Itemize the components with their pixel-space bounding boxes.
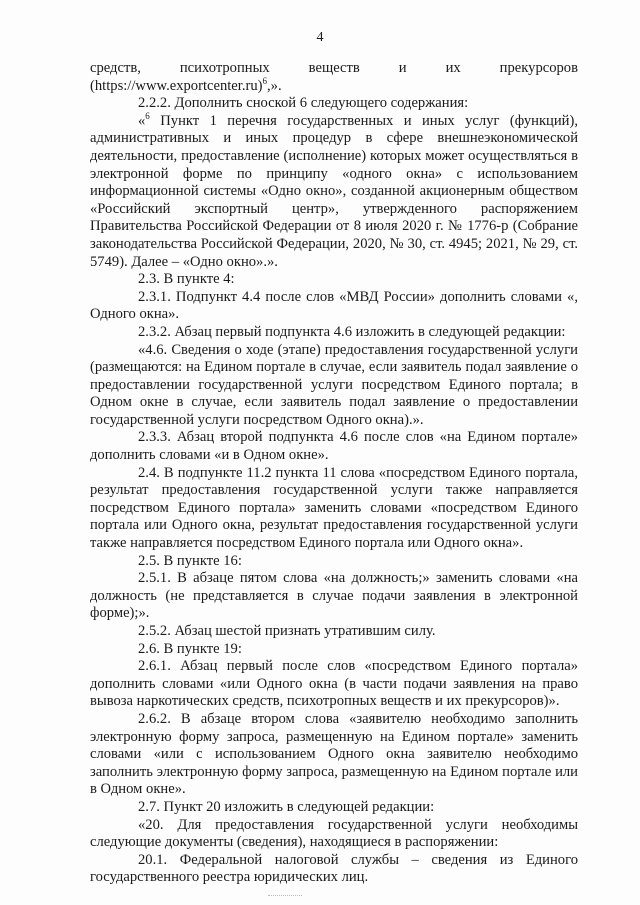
page-number: 4 [316,30,324,45]
paragraph-2-2-2: 2.2.2. Дополнить сноской 6 следующего содержания: [138,95,469,112]
paragraph-4-6: «4.6. Сведения о ходе (этапе) предоставления государственной услуги (размещаются: на Едином портале в случае, если заявитель подал заявление о предоставлении государственной услуги посредством Единого портала; в Одном окне в случае, если заявитель подал заявление о предоставлении государственной услуги посредством Одного окна).». [90,341,578,428]
paragraph-2-5: 2.5. В пункте 16: [138,552,242,569]
paragraph-2-6-2: 2.6.2. В абзаце втором слова «заявителю необходимо заполнить электронную форму запроса, размещенную на Едином портале» заменить словами «или с использованием Одного окна заявителю необходимо заполнить электронную форму запроса, размещенную на Едином портале или в Одном окне». [90,710,578,798]
paragraph-2-3: 2.3. В пункте 4: [138,271,235,288]
paragraph-20: «20. Для предоставления государственной услуги необходимы следующие документы (сведения), находящиеся в распоряжении: [90,816,578,851]
scan-artifact-divider [268,895,302,897]
paragraph-continuation: средств, психотропных веществ и их прекурсоров (https://www.exportcenter.ru)$^6$,». [90,60,578,94]
paragraph-20-1: 20.1. Федеральной налоговой службы – сведения из Единого государственного реестра юридических лиц. [90,851,578,886]
paragraph-2-3-2: 2.3.2. Абзац первый подпункта 4.6 изложить в следующей редакции: [138,323,566,340]
paragraph-2-5-2: 2.5.2. Абзац шестой признать утратившим силу. [138,623,436,639]
paragraph-footnote-6: «$^6$ Пункт 1 перечня государственных и иных услуг (функций), административных и иных процедур в сфере внешнеэкономической деятельности, предоставление (исполнение) которых может осуществляться в электронной форме по принципу «одного окна» с использованием информационной системы «Одно окно», созданной акционерным обществом «Российский экспортный центр», утвержденного распоряжением Правительства Российской Федерации от 8 июля 2020 г. № 1776-р (Собрание законодательства Российской Федерации, 2020, № 30, ст. 4945; 2021, № 29, ст. 5749). Далее – «Одно окно».». [90,110,578,270]
paragraph-2-7: 2.7. Пункт 20 изложить в следующей редакции: [138,798,435,815]
paragraph-2-3-1: 2.3.1. Подпункт 4.4 после слов «МВД России» дополнить словами «, Одного окна». [90,288,578,323]
paragraph-2-6: 2.6. В пункте 19: [138,640,242,657]
paragraph-2-4: 2.4. В подпункте 11.2 пункта 11 слова «посредством Единого портала, результат предоставления государственной услуги также направляется посредством Единого портала» заменить словами «посредством Единого портала или Одного окна, результат предоставления государственной услуги также направляется посредством Единого портала или Одного окна». [90,464,578,552]
paragraph-2-3-3: 2.3.3. Абзац второй подпункта 4.6 после слов «на Едином портале» дополнить словами «и в Одном окне». [90,429,578,464]
paragraph-2-6-1: 2.6.1. Абзац первый после слов «посредством Единого портала» дополнить словами «или Одного окна (в части подачи заявления на право вывоза наркотических средств, психотропных веществ и их прекурсоров)». [90,658,578,710]
paragraph-2-5-1: 2.5.1. В абзаце пятом слова «на должность;» заменить словами «на должность (не представляется в случае подачи заявления в электронной форме);». [90,570,578,622]
footnote-marker: 6 [145,110,150,121]
footnote-ref: 6 [262,75,268,86]
document-body [90,60,578,887]
